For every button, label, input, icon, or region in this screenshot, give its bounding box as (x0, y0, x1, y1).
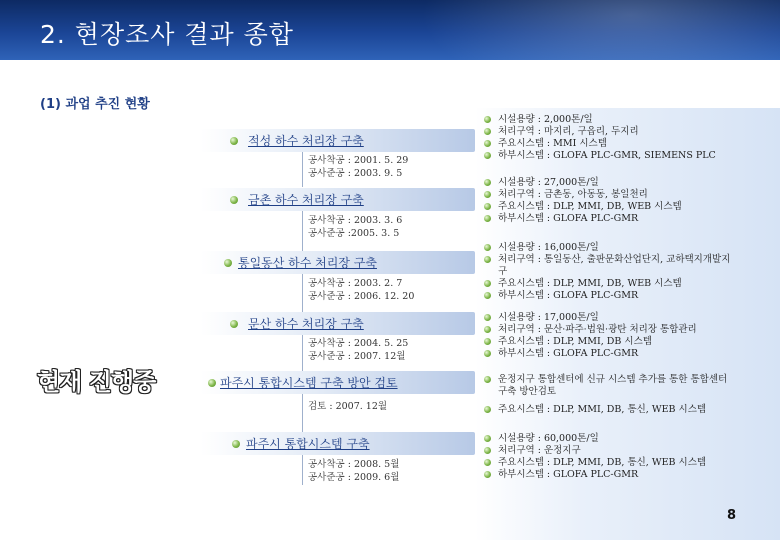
project-date: 공사착공 : 2001. 5. 29 (308, 155, 409, 166)
spec-item: 처리구역 : 금촌동, 아동동, 봉일천리 (484, 189, 774, 201)
spec-item: 처리구역 : 통일동산, 출판문화산업단지, 교하택지개발지구 (484, 254, 734, 278)
bullet-icon (484, 338, 491, 345)
project-label: 적성 하수 처리장 구축 (248, 134, 364, 148)
spec-item: 처리구역 : 운정지구 (484, 445, 774, 457)
bullet-icon (484, 215, 491, 222)
project-date: 공사착공 : 2008. 5월 (308, 459, 400, 470)
spec-block-review (484, 374, 774, 416)
bullet-icon (484, 326, 491, 333)
bullet-icon (484, 128, 491, 135)
project-label: 파주시 통합시스템 구축 (246, 437, 370, 451)
spec-item: 시설용량 : 2,000톤/일 (484, 114, 774, 126)
spec-item: 시설용량 : 60,000톤/일 (484, 433, 774, 445)
bullet-icon (484, 280, 491, 287)
project-bar-tongil (170, 251, 475, 274)
bullet-icon (484, 244, 491, 251)
spec-item: 처리구역 : 문산·파주·법원·광탄 처리장 통합관리 (484, 324, 774, 336)
spec-item: 주요시스템 : MMI 시스템 (484, 138, 774, 150)
project-date: 공사준공 : 2007. 12월 (308, 351, 406, 362)
project-bar-integration (170, 432, 475, 455)
spec-item: 주요시스템 : DLP, MMI, DB, 통신, WEB 시스템 (484, 404, 774, 416)
spec-item: 시설용량 : 17,000톤/일 (484, 312, 774, 324)
bullet-icon (230, 196, 238, 204)
project-bar-munsan (170, 312, 475, 335)
page-number: 8 (727, 508, 737, 523)
timeline-connector (302, 274, 303, 312)
bullet-icon (484, 292, 491, 299)
section-title: (1) 과업 추진 현황 (40, 97, 150, 112)
title-bar (0, 0, 780, 60)
spec-item: 운정지구 통합센터에 신규 시스템 추가를 통한 통합센터 구축 방안검토 (484, 374, 734, 398)
spec-block-integration (484, 433, 774, 481)
spec-item: 하부시스템 : GLOFA PLC-GMR (484, 469, 774, 481)
spec-item: 시설용량 : 27,000톤/일 (484, 177, 774, 189)
project-date: 공사착공 : 2004. 5. 25 (308, 338, 409, 349)
bullet-icon (230, 320, 238, 328)
project-date: 공사준공 :2005. 3. 5 (308, 228, 400, 239)
spec-item: 하부시스템 : GLOFA PLC-GMR (484, 348, 774, 360)
bullet-icon (484, 350, 491, 357)
bullet-icon (484, 256, 491, 263)
bullet-icon (484, 191, 491, 198)
bullet-icon (484, 179, 491, 186)
spec-item: 주요시스템 : DLP, MMI, DB, 통신, WEB 시스템 (484, 457, 774, 469)
current-progress-label: 현재 진행중 (37, 368, 156, 396)
project-bar-jeokseong (170, 129, 475, 152)
bullet-icon (484, 471, 491, 478)
project-date: 공사준공 : 2006. 12. 20 (308, 291, 415, 302)
timeline-connector (302, 394, 303, 432)
project-bar-review (170, 371, 475, 394)
bullet-icon (232, 440, 240, 448)
spec-item: 주요시스템 : DLP, MMI, DB, WEB 시스템 (484, 278, 774, 290)
project-bar-geumchon (170, 188, 475, 211)
bullet-icon (230, 137, 238, 145)
spec-block-tongil (484, 242, 774, 302)
project-label: 금촌 하수 처리장 구축 (248, 193, 364, 207)
spec-item: 하부시스템 : GLOFA PLC-GMR, SIEMENS PLC (484, 150, 774, 162)
project-date: 공사준공 : 2003. 9. 5 (308, 168, 403, 179)
spec-block-jeokseong (484, 114, 774, 162)
bullet-icon (484, 152, 491, 159)
bullet-icon (484, 140, 491, 147)
project-date: 공사착공 : 2003. 3. 6 (308, 215, 403, 226)
timeline-connector (302, 335, 303, 371)
bullet-icon (484, 459, 491, 466)
project-date: 검토 : 2007. 12월 (308, 401, 388, 412)
bullet-icon (484, 116, 491, 123)
spec-item: 하부시스템 : GLOFA PLC-GMR (484, 213, 774, 225)
spec-block-geumchon (484, 177, 774, 225)
spec-item: 주요시스템 : DLP, MMI, DB, WEB 시스템 (484, 201, 774, 213)
project-date: 공사착공 : 2003. 2. 7 (308, 278, 403, 289)
spec-item: 하부시스템 : GLOFA PLC-GMR (484, 290, 774, 302)
bullet-icon (224, 259, 232, 267)
bullet-icon (484, 314, 491, 321)
bullet-icon (484, 203, 491, 210)
spec-block-munsan (484, 312, 774, 360)
project-label: 파주시 통합시스템 구축 방안 검토 (220, 376, 398, 390)
bullet-icon (208, 379, 216, 387)
project-date: 공사준공 : 2009. 6월 (308, 472, 400, 483)
timeline-connector (302, 211, 303, 251)
spec-item: 시설용량 : 16,000톤/일 (484, 242, 774, 254)
timeline-connector (302, 152, 303, 187)
timeline-connector (302, 455, 303, 485)
spec-item: 처리구역 : 마지리, 구읍리, 두지리 (484, 126, 774, 138)
bullet-icon (484, 406, 491, 413)
bullet-icon (484, 435, 491, 442)
bullet-icon (484, 447, 491, 454)
project-label: 통일동산 하수 처리장 구축 (238, 256, 377, 270)
project-label: 문산 하수 처리장 구축 (248, 317, 364, 331)
bullet-icon (484, 376, 491, 383)
spec-item: 주요시스템 : DLP, MMI, DB 시스템 (484, 336, 774, 348)
page-title: 2. 현장조사 결과 종합 (40, 20, 294, 49)
